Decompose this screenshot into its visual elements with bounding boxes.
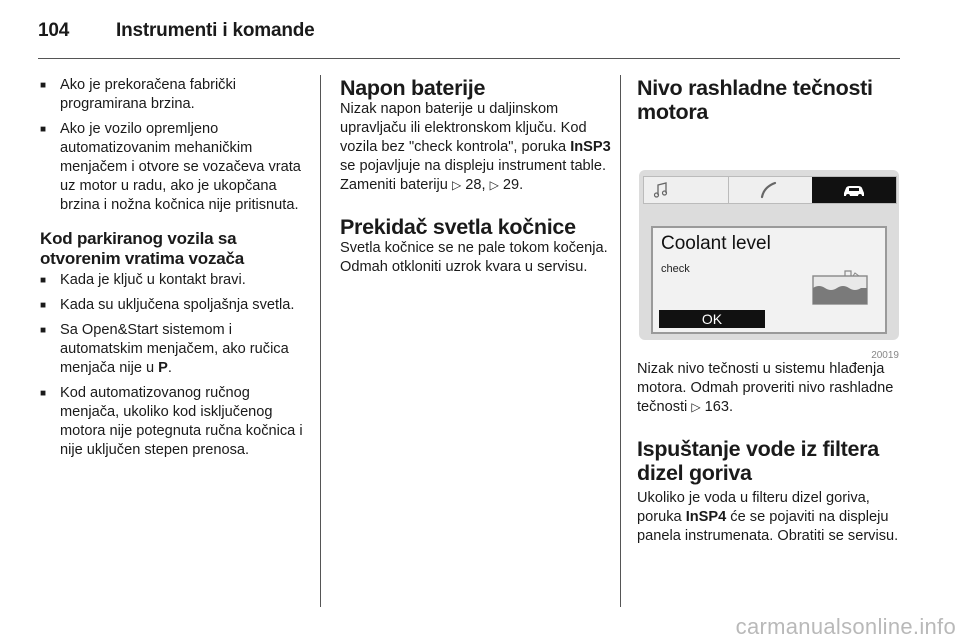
list-item-text: Sa Open&Start sistemom i automatskim menjačem, ako ručica menjača nije u [60,322,289,376]
page-ref-icon: ▷ [451,178,462,192]
fuel-filter-paragraph [637,489,907,546]
list-item-suffix: . [167,360,172,376]
bullet-list-top [40,76,308,215]
screen-title: Coolant level [661,233,771,254]
column-middle [340,76,612,277]
page-title: Instrumenti i komande [116,20,315,41]
text-span: Ukoliko je voda u filteru dizel goriva, poruka [637,490,870,525]
coolant-paragraph: Nizak nivo tečnosti u sistemu hlađenja motora. Odmah proveriti nivo rashladne tečnosti ▷ 163. [637,361,894,415]
page-ref-29[interactable]: 29 [502,177,520,193]
column-right [637,76,907,546]
tab-separator [728,177,729,203]
coolant-tank-icon [811,268,871,308]
column-left [40,76,308,466]
page-ref-icon: ▷ [691,400,701,414]
car-icon [841,179,867,201]
column-divider-1 [320,75,321,607]
message-code-insp4: InSP4 [685,509,727,525]
section-heading-coolant: Nivo rashladne tečnosti motora [637,76,873,124]
section-heading-battery: Napon baterije [340,76,486,100]
display-tab-bar [643,176,897,204]
bullet-list-open-door [40,271,308,460]
list-item [40,321,308,378]
section-heading-fuel-filter: Ispuštanje vode iz filtera dizel goriva [637,437,879,485]
list-item: ■ Kod automatizovanog ručnog menjača, ukoliko kod isključenog motora nije potegnuta ručna kočnica i nije uključen stepen prenosa. [40,384,308,460]
gear-position-p: P [158,360,168,376]
list-item: ■ Ako je vozilo opremljeno automatizovanim mehaničkim menjačem i otvore se vozačeva vrata uz motor u radu, ako je ukopčana brzina i nožna kočnica nije pritisnuta. [40,120,308,215]
page-header [38,20,315,42]
message-code-insp3: InSP3 [570,139,611,155]
figure-number: 20019 [871,350,899,361]
text-span: Nizak napon baterije u daljinskom upravljaču ili elektronskom ključu. Kod vozila bez "check kontrola", poruka [340,101,587,155]
coolant-display-figure [637,150,901,360]
coolant-message-panel [651,226,887,334]
page-number: 104 [38,20,70,41]
watermark: carmanualsonline.info [735,614,956,639]
music-note-icon [652,180,672,200]
ok-button[interactable]: OK [659,310,765,328]
battery-paragraph: Nizak napon baterije u daljinskom upravljaču ili elektronskom ključu. Kod vozila bez "check kontrola", poruka InSP3 se pojavljuje na displeju instrument table. Zameniti bateriju ▷ 28, ▷ 29. [340,101,611,193]
screen-subtitle: check [661,263,690,275]
list-item: ■ Ako je prekoračena fabrički programirana brzina. [40,76,308,114]
brake-light-paragraph: Svetla kočnice se ne pale tokom kočenja. Odmah otkloniti uzrok kvara u servisu. [340,240,608,275]
text-span: Nizak nivo tečnosti u sistemu hlađenja motora. Odmah proveriti nivo rashladne tečnosti [637,361,894,415]
header-divider [38,58,900,59]
text-span: će se pojaviti na displeju panela instrumenata. Obratiti se servisu. [637,509,899,544]
section-heading-brake-light: Prekidač svetla kočnice [340,215,576,239]
page-ref-163[interactable]: 163 [704,399,730,415]
phone-icon [758,179,780,201]
text-span: se pojavljuje na displeju instrument table. Zameniti bateriju [340,158,607,193]
page-ref-icon: ▷ [489,178,499,192]
tab-vehicle-active [812,177,896,203]
section-heading-open-door: Kod parkiranog vozila sa otvorenim vratima vozača [40,229,245,268]
column-divider-2 [620,75,621,607]
page-ref-28[interactable]: 28 [465,177,482,193]
list-item: ■ Kada su uključena spoljašnja svetla. [40,296,308,315]
list-item: ■ Kada je ključ u kontakt bravi. [40,271,308,290]
